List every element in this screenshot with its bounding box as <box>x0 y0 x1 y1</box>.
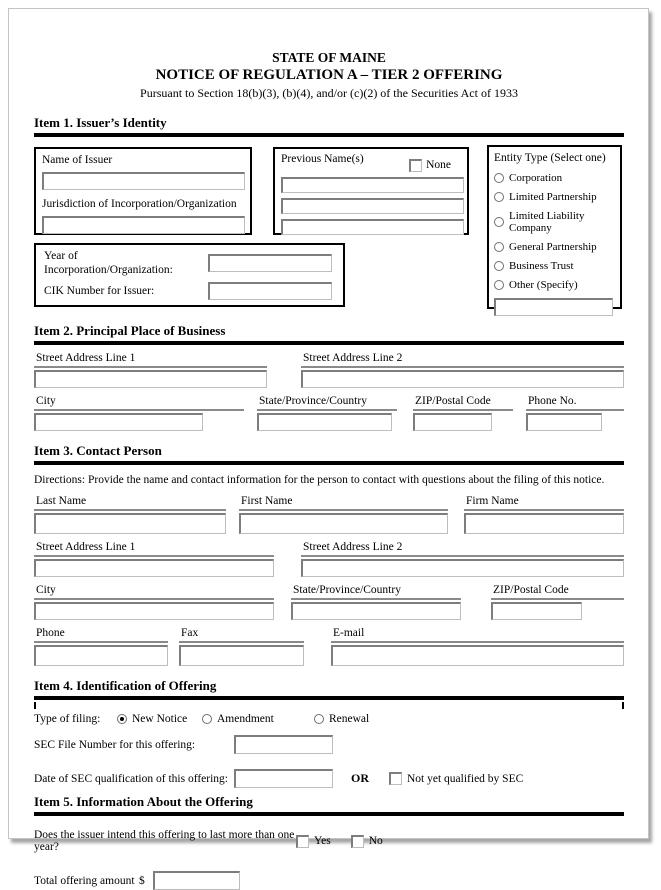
cp-zip-label: ZIP/Postal Code <box>491 583 624 600</box>
cp-street2-input[interactable] <box>301 559 624 577</box>
jurisdiction-label: Jurisdiction of Incorporation/Organization <box>42 198 237 210</box>
sec-file-number-label: SEC File Number for this offering: <box>34 738 196 751</box>
radio-icon[interactable] <box>117 714 127 724</box>
item2-rule <box>34 341 624 345</box>
cik-label: CIK Number for Issuer: <box>44 285 155 297</box>
radio-icon[interactable] <box>494 261 504 271</box>
cik-input[interactable] <box>208 282 332 300</box>
item3-rule <box>34 461 624 465</box>
pb-zip-input[interactable] <box>413 413 492 431</box>
radio-icon[interactable] <box>494 192 504 202</box>
offering-duration-question: Does the issuer intend this offering to last more than one year? <box>34 829 295 853</box>
year-input[interactable] <box>208 254 332 272</box>
item3-heading: Item 3. Contact Person <box>34 443 162 458</box>
duration-yes-option[interactable]: Yes <box>296 834 331 848</box>
item2-heading: Item 2. Principal Place of Business <box>34 323 226 338</box>
previous-name-input-3[interactable] <box>281 219 464 235</box>
filing-option-renewal[interactable]: Renewal <box>314 713 369 725</box>
cp-fax-input[interactable] <box>179 645 304 666</box>
none-label: None <box>426 159 451 171</box>
pb-street1-label: Street Address Line 1 <box>34 351 267 368</box>
cp-email-input[interactable] <box>331 645 624 666</box>
pb-street2-input[interactable] <box>301 370 624 388</box>
no-checkbox[interactable] <box>351 835 364 848</box>
year-label: Year of Incorporation/Organization: <box>44 250 173 276</box>
cp-city-input[interactable] <box>34 602 274 620</box>
filing-option-amendment[interactable]: Amendment <box>202 713 314 725</box>
pb-city-label: City <box>34 394 244 411</box>
item1-heading: Item 1. Issuer’s Identity <box>34 115 167 130</box>
filing-option-new-notice[interactable]: New Notice <box>117 713 202 725</box>
item4-right-tick <box>622 702 624 709</box>
cp-email-label: E-mail <box>331 626 624 643</box>
not-yet-qualified-checkbox[interactable] <box>389 772 402 785</box>
item4-section <box>34 678 624 788</box>
previous-name-input-2[interactable] <box>281 198 464 214</box>
item2-section <box>34 323 624 431</box>
cp-firm-name-label: Firm Name <box>464 494 624 511</box>
cp-state-input[interactable] <box>291 602 461 620</box>
entity-type-label: Entity Type (Select one) <box>494 152 606 164</box>
duration-no-option[interactable]: No <box>351 834 383 848</box>
cp-street1-label: Street Address Line 1 <box>34 540 274 557</box>
pb-state-input[interactable] <box>257 413 392 431</box>
jurisdiction-input[interactable] <box>42 216 245 234</box>
radio-icon[interactable] <box>494 217 504 227</box>
cp-first-name-input[interactable] <box>239 513 448 534</box>
item5-heading: Item 5. Information About the Offering <box>34 794 253 809</box>
or-label: OR <box>351 771 369 785</box>
pb-street1-input[interactable] <box>34 370 267 388</box>
title-notice: NOTICE OF REGULATION A – TIER 2 OFFERING <box>155 67 503 83</box>
cp-firm-name-input[interactable] <box>464 513 624 534</box>
cp-phone-label: Phone <box>34 626 168 643</box>
entity-option-corporation[interactable]: Corporation <box>494 172 615 184</box>
form-header <box>34 49 624 101</box>
issuer-identity-box <box>34 147 252 235</box>
cp-last-name-label: Last Name <box>34 494 226 511</box>
total-offering-amount-input[interactable] <box>153 871 240 890</box>
cp-street2-label: Street Address Line 2 <box>301 540 624 557</box>
item5-rule <box>34 812 624 816</box>
entity-option-other[interactable]: Other (Specify) <box>494 279 615 291</box>
name-of-issuer-input[interactable] <box>42 172 245 190</box>
pb-city-input[interactable] <box>34 413 203 431</box>
cp-phone-input[interactable] <box>34 645 168 666</box>
entity-other-specify-input[interactable] <box>494 298 613 316</box>
previous-name-input-1[interactable] <box>281 177 464 193</box>
item1-section <box>34 115 624 315</box>
pb-phone-label: Phone No. <box>526 394 624 411</box>
pb-zip-label: ZIP/Postal Code <box>413 394 513 411</box>
type-of-filing-label: Type of filing: <box>34 713 101 725</box>
cp-last-name-input[interactable] <box>34 513 226 534</box>
item3-section <box>34 443 624 666</box>
sec-file-number-input[interactable] <box>234 735 333 754</box>
pb-street2-label: Street Address Line 2 <box>301 351 624 368</box>
name-of-issuer-label: Name of Issuer <box>42 154 113 166</box>
item5-section <box>34 794 624 890</box>
radio-icon[interactable] <box>494 242 504 252</box>
entity-option-general-partnership[interactable]: General Partnership <box>494 241 615 253</box>
radio-icon[interactable] <box>494 173 504 183</box>
previous-names-box <box>273 147 469 235</box>
cp-first-name-label: First Name <box>239 494 448 511</box>
total-offering-amount-label: Total offering amount <box>34 874 135 887</box>
item4-heading: Item 4. Identification of Offering <box>34 678 217 693</box>
radio-icon[interactable] <box>202 714 212 724</box>
previous-names-label: Previous Name(s) <box>281 153 364 165</box>
entity-option-business-trust[interactable]: Business Trust <box>494 260 615 272</box>
entity-option-llc[interactable]: Limited Liability Company <box>494 210 615 234</box>
yes-checkbox[interactable] <box>296 835 309 848</box>
entity-option-limited-partnership[interactable]: Limited Partnership <box>494 191 615 203</box>
item3-directions: Directions: Provide the name and contact information for the person to contact with questions about the filing of this notice. <box>34 474 605 486</box>
cp-city-label: City <box>34 583 274 600</box>
entity-type-box <box>487 145 622 309</box>
cp-zip-input[interactable] <box>491 602 582 620</box>
year-cik-box <box>34 243 345 307</box>
item4-left-tick <box>34 702 36 709</box>
sec-qualification-date-label: Date of SEC qualification of this offering: <box>34 772 228 785</box>
title-state: STATE OF MAINE <box>272 50 386 65</box>
cp-fax-label: Fax <box>179 626 304 643</box>
cp-state-label: State/Province/Country <box>291 583 461 600</box>
pb-phone-input[interactable] <box>526 413 602 431</box>
item4-rule <box>34 696 624 700</box>
none-checkbox[interactable] <box>409 159 422 172</box>
not-yet-qualified-option[interactable]: Not yet qualified by SEC <box>389 772 607 786</box>
form-page <box>8 8 649 887</box>
radio-icon[interactable] <box>314 714 324 724</box>
sec-qualification-date-input[interactable] <box>234 769 333 788</box>
pb-state-label: State/Province/Country <box>257 394 397 411</box>
currency-symbol: $ <box>139 874 145 887</box>
title-pursuant: Pursuant to Section 18(b)(3), (b)(4), and/or (c)(2) of the Securities Act of 1933 <box>140 86 518 100</box>
radio-icon[interactable] <box>494 280 504 290</box>
cp-street1-input[interactable] <box>34 559 274 577</box>
